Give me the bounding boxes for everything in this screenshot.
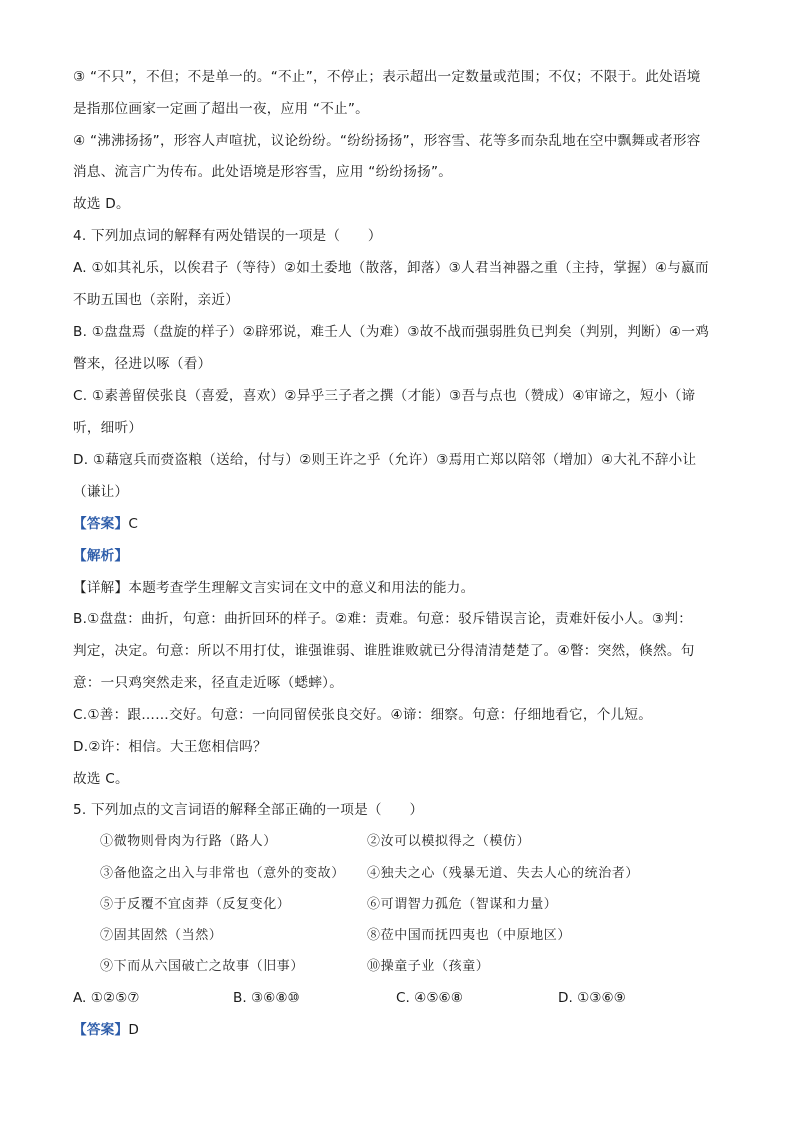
- question-5-stem: 5. 下列加点的文言词语的解释全部正确的一项是（ ）: [73, 802, 424, 818]
- explanation-line-4a: ④ “沸沸扬扬”，形容人声喧扰，议论纷纷。“纷纷扬扬”，形容雪、花等多而杂乱地在空中飘舞或者形容: [73, 133, 701, 149]
- analysis-tag: 【解析】: [73, 548, 129, 564]
- q4-option-a-line2: 不助五国也（亲附，亲近）: [73, 292, 240, 308]
- q5-item-2: ②汝可以模拟得之（模仿）: [367, 834, 531, 849]
- q5-item-8: ⑧莅中国而抚四夷也（中原地区）: [367, 928, 572, 943]
- q5-option-a: A. ①②⑤⑦: [73, 990, 140, 1006]
- q4-option-a-line1: A. ①如其礼乐，以俟君子（等待）②如土委地（散落，卸落）③人君当神器之重（主持，掌握）④与嬴而: [73, 260, 709, 276]
- q5-item-10: ⑩操童子业（孩童）: [367, 959, 490, 974]
- q5-answer-line: [73, 1021, 733, 1039]
- q4-detail-b-line3: 意：一只鸡突然走来，径直走近啄（蟋蟀）。: [73, 675, 344, 691]
- explanation-line-3b: 是指那位画家一定画了超出一夜，应用 “不止”。: [73, 101, 370, 117]
- q4-option-b-line1: B. ①盘盘焉（盘旋的样子）②辟邪说，难壬人（为难）③故不战而强弱胜负已判矣（判别，判断）④一鸡: [73, 324, 710, 340]
- q5-item-1: ①微物则骨肉为行路（路人）: [100, 834, 277, 849]
- answer-tag: 【答案】: [73, 1022, 129, 1038]
- q5-option-d: D. ①③⑥⑨: [558, 990, 626, 1006]
- q4-detail-line: [73, 579, 733, 597]
- q5-item-4: ④独夫之心（残暴无道、失去人心的统治者）: [367, 866, 640, 881]
- q5-item-7: ⑦固其固然（当然）: [100, 928, 223, 943]
- answer-tag: 【答案】: [73, 516, 129, 532]
- q4-option-b-line2: 瞥来，径进以啄（看）: [73, 356, 212, 372]
- q4-analysis-line: [73, 547, 733, 565]
- detail-tag: 【详解】: [73, 580, 129, 596]
- q5-option-c: C. ④⑤⑥⑧: [396, 990, 463, 1006]
- q4-answer-line: [73, 515, 733, 533]
- explanation-line-3a: ③ “不只”，不但；不是单一的。“不止”，不停止；表示超出一定数量或范围；不仅；不限于。此处语境: [73, 69, 701, 85]
- conclusion-line-q4: 故选 C。: [73, 771, 129, 787]
- q4-detail-d-line: D.②许：相信。大王您相信吗？: [73, 739, 267, 755]
- q4-detail-b-line1: B.①盘盘：曲折，句意：曲折回环的样子。②难：责难。句意：驳斥错误言论，责难奸佞小人。③判：: [73, 611, 693, 627]
- q5-item-3: ③备他盗之出入与非常也（意外的变故）: [100, 866, 345, 881]
- q4-option-d-line1: D. ①藉寇兵而赍盗粮（送给，付与）②则王许之乎（允许）③焉用亡郑以陪邻（增加）④大礼不辞小让: [73, 452, 697, 468]
- q4-answer-value: C: [128, 516, 139, 532]
- q5-item-9: ⑨下而从六国破亡之故事（旧事）: [100, 959, 305, 974]
- explanation-line-4b: 消息、流言广为传布。此处语境是形容雪，应用 “纷纷扬扬”。: [73, 164, 453, 180]
- q5-item-6: ⑥可谓智力孤危（智谋和力量）: [367, 897, 558, 912]
- q4-option-c-line2: 听，细听）: [73, 420, 143, 436]
- q5-option-b: B. ③⑥⑧⑩: [233, 990, 300, 1006]
- q4-option-c-line1: C. ①素善留侯张良（喜爱，喜欢）②异乎三子者之撰（才能）③吾与点也（赞成）④审谛之，短小（谛: [73, 388, 696, 404]
- question-4-stem: 4. 下列加点词的解释有两处错误的一项是（ ）: [73, 228, 382, 244]
- q5-answer-value: D: [128, 1022, 140, 1038]
- q5-item-5: ⑤于反覆不宜卤莽（反复变化）: [100, 897, 291, 912]
- q4-option-d-line2: （谦让）: [73, 484, 129, 500]
- q4-detail-c-line: C.①善：跟……交好。句意：一向同留侯张良交好。④谛：细察。句意：仔细地看它，个儿短。: [73, 707, 653, 723]
- conclusion-line-q3: 故选 D。: [73, 196, 130, 212]
- q4-detail-b-line2: 判定，决定。句意：所以不用打仗，谁强谁弱、谁胜谁败就已分得清清楚楚了。④瞥：突然，倏然。句: [73, 643, 695, 659]
- q4-detail-text: 本题考查学生理解文言实词在文中的意义和用法的能力。: [128, 580, 475, 596]
